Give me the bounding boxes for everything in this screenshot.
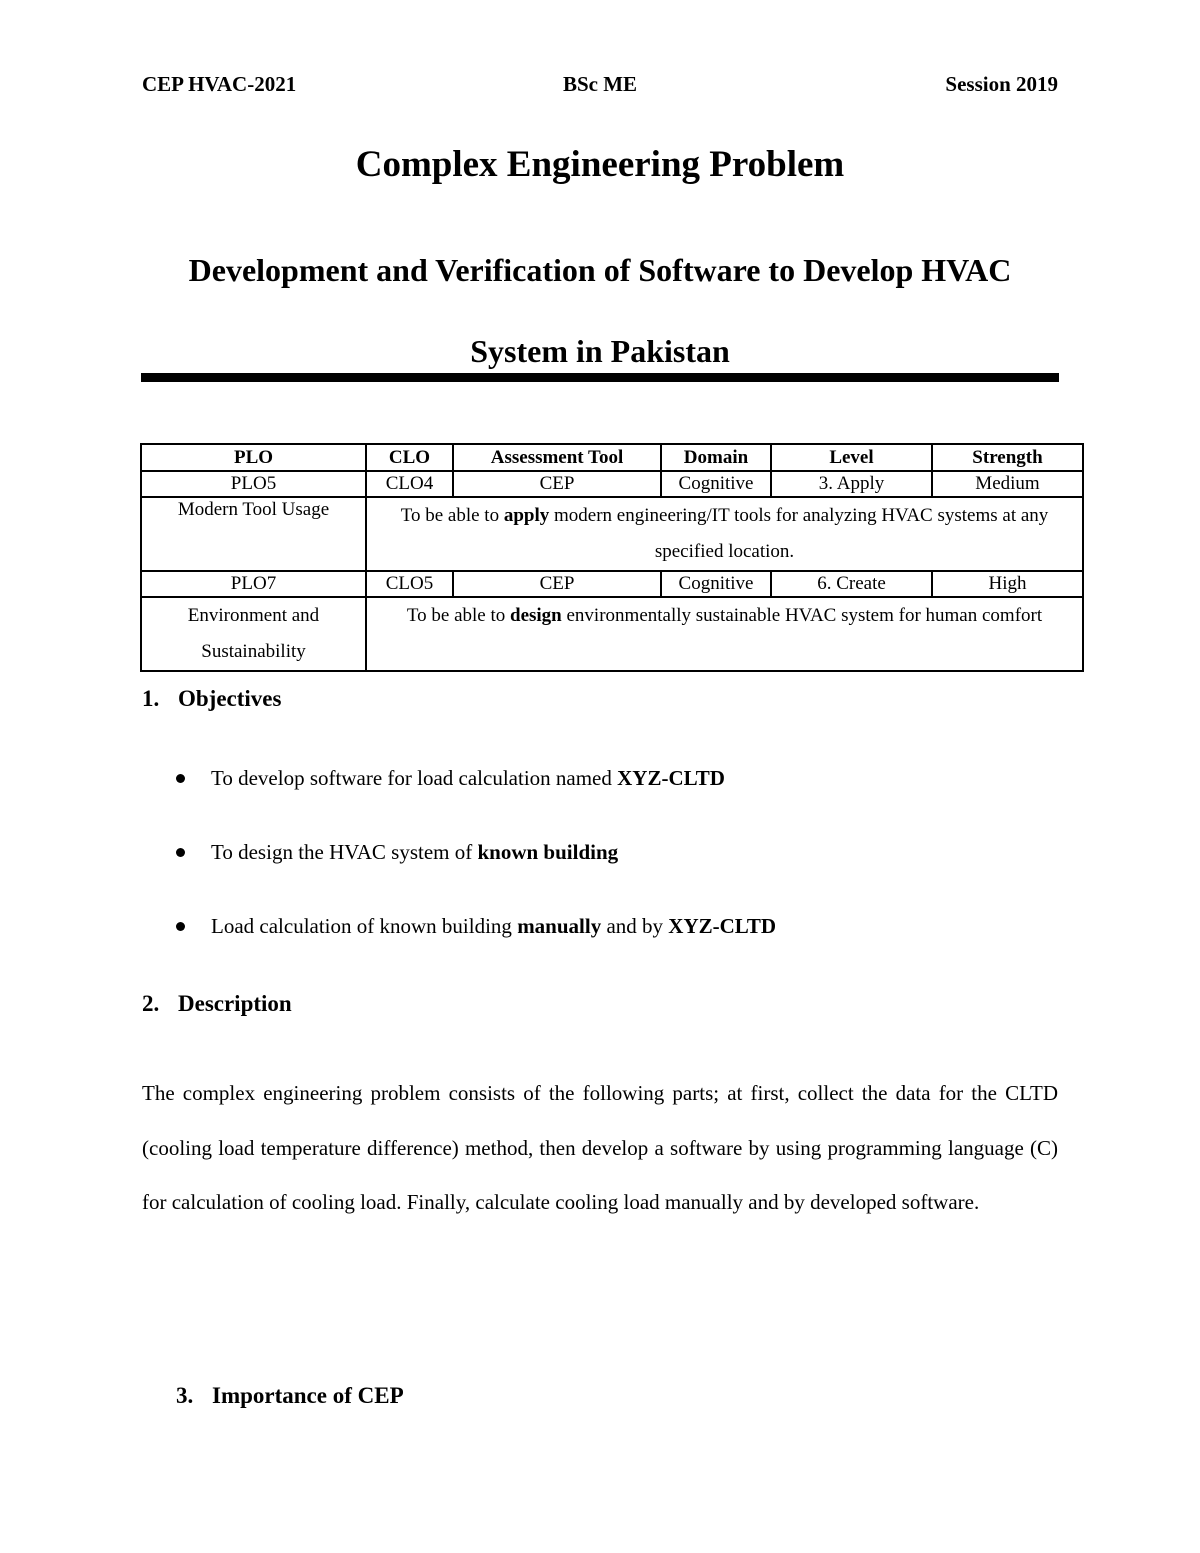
table-header-cell: PLO [141, 444, 366, 471]
section-heading-importance [176, 1383, 404, 1409]
section-number: 2. [142, 991, 160, 1016]
header-program: BSc ME [562, 72, 638, 96]
table-cell: CEP [453, 471, 661, 497]
text: Load calculation of known building [211, 914, 518, 938]
desc-bold: design [510, 605, 562, 626]
section-number: 3. [176, 1383, 194, 1408]
table-cell: CEP [453, 571, 661, 597]
bold-text: XYZ-CLTD [668, 914, 777, 938]
table-header-cell: Strength [932, 444, 1083, 471]
section-title: Description [178, 991, 292, 1016]
header-course-code: CEP HVAC-2021 [142, 72, 297, 96]
section-title: Importance of CEP [212, 1383, 404, 1408]
list-item-text [211, 914, 776, 939]
bold-text: XYZ-CLTD [617, 766, 725, 790]
section-heading-objectives [142, 686, 281, 712]
text: To design the HVAC system of [211, 840, 478, 864]
bullet-icon [176, 848, 185, 857]
table-cell: 3. Apply [771, 471, 932, 497]
desc-text: To be able to [406, 605, 510, 626]
description-paragraph: The complex engineering problem consists of the following parts; at first, collect the data for the CLTD (cooling load temperature difference) method, then develop a software by using programming language (C) for calculation of cooling load. Finally, calculate cooling load manually and by developed software. [142, 1081, 1058, 1214]
table-header-cell: Level [771, 444, 932, 471]
table-header-cell: CLO [366, 444, 453, 471]
section-number: 1. [142, 686, 160, 711]
table-description-cell [366, 597, 1083, 671]
table-description-row [141, 497, 1083, 571]
table-row [141, 571, 1083, 597]
desc-text: To be able to [400, 505, 504, 526]
bullet-icon [176, 922, 185, 931]
table-description-row [141, 597, 1083, 671]
table-cell: Modern Tool Usage [141, 497, 366, 571]
table-description-cell [366, 497, 1083, 571]
text: and by [601, 914, 669, 938]
table-cell: Cognitive [661, 571, 771, 597]
section-heading-description [142, 991, 292, 1017]
header-session: Session 2019 [945, 72, 1058, 96]
desc-bold: apply [503, 505, 550, 526]
table-cell: High [932, 571, 1083, 597]
table-cell: CLO5 [366, 571, 453, 597]
table-cell: CLO4 [366, 471, 453, 497]
table-row [141, 471, 1083, 497]
table-cell: Cognitive [661, 471, 771, 497]
table-cell: PLO5 [141, 471, 366, 497]
desc-text: modern engineering/IT tools for analyzing HVAC systems at any specified location. [549, 505, 1049, 562]
list-item-text [211, 840, 618, 865]
bold-text: known building [477, 840, 619, 864]
table-cell: PLO7 [141, 571, 366, 597]
desc-text: environmentally sustainable HVAC system for human comfort [561, 605, 1043, 626]
table-cell: Medium [932, 471, 1083, 497]
text: To develop software for load calculation named [211, 766, 618, 790]
clo-mapping-table [140, 443, 1084, 672]
table-cell: Environment and Sustainability [141, 597, 366, 671]
title-divider [141, 373, 1059, 382]
table-header-row [141, 444, 1083, 471]
subtitle-line-2: System in Pakistan [470, 333, 730, 369]
page-title: Complex Engineering Problem [355, 144, 845, 185]
table-header-cell: Assessment Tool [453, 444, 661, 471]
table-cell: 6. Create [771, 571, 932, 597]
section-title: Objectives [178, 686, 282, 711]
table-header-cell: Domain [661, 444, 771, 471]
bullet-icon [176, 774, 185, 783]
subtitle-line-1: Development and Verification of Software to Develop HVAC [188, 252, 1012, 288]
list-item-text [211, 766, 725, 791]
bold-text: manually [517, 914, 602, 938]
